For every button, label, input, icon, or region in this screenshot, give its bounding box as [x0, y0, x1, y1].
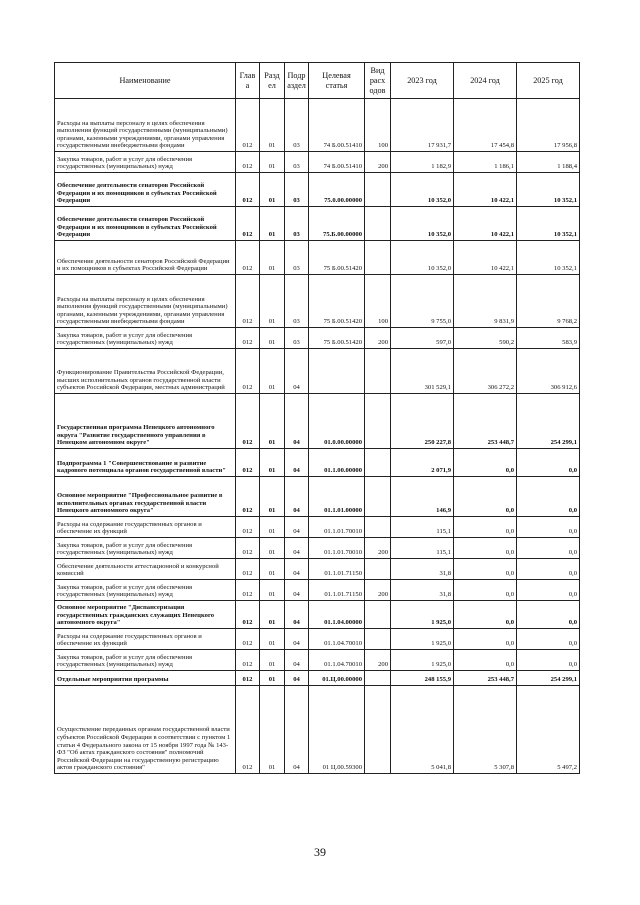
cell-y2025: 254 299,1 — [517, 671, 580, 686]
cell-glava: 012 — [236, 580, 260, 601]
cell-y2025: 0,0 — [517, 601, 580, 629]
cell-y2024: 253 448,7 — [454, 394, 517, 449]
table-row — [55, 449, 580, 477]
cell-name: Закупка товаров, работ и услуг для обеспечения государственных (муниципальных) нужд — [55, 580, 236, 601]
cell-y2025: 0,0 — [517, 538, 580, 559]
cell-podrazdel: 04 — [285, 559, 309, 580]
cell-vid: 200 — [365, 650, 391, 671]
cell-razdel: 01 — [260, 650, 285, 671]
table-row — [55, 173, 580, 207]
cell-podrazdel: 04 — [285, 538, 309, 559]
table-row — [55, 538, 580, 559]
table-row — [55, 580, 580, 601]
cell-y2023: 115,1 — [391, 517, 454, 538]
cell-y2025: 9 768,2 — [517, 275, 580, 328]
table-row — [55, 601, 580, 629]
cell-razdel: 01 — [260, 99, 285, 152]
cell-name: Расходы на содержание государственных органов и обеспечение их функций — [55, 517, 236, 538]
cell-razdel: 01 — [260, 152, 285, 173]
cell-podrazdel: 03 — [285, 275, 309, 328]
cell-target: 01.1.04.70010 — [309, 629, 365, 650]
cell-y2025: 0,0 — [517, 559, 580, 580]
cell-y2023: 1 182,9 — [391, 152, 454, 173]
cell-razdel: 01 — [260, 275, 285, 328]
cell-name: Осуществление переданных органам государственной власти субъектов Российской Федерации в соответствии с пунктом 1 статьи 4 Федерального закона от 15 ноября 1997 года № 143-ФЗ "Об актах гражданского состояния" полномочий Российской Федерации на государственную регистрацию актов гражданского состояния" — [55, 686, 236, 774]
cell-name: Подпрограмма 1 "Совершенствование и развитие кадрового потенциала органов государственной власти" — [55, 449, 236, 477]
cell-y2025: 0,0 — [517, 477, 580, 517]
cell-glava: 012 — [236, 241, 260, 275]
cell-name: Обеспечение деятельности аттестационной и конкурсной комиссий — [55, 559, 236, 580]
cell-target: 75 Б.00.51420 — [309, 241, 365, 275]
cell-y2023: 1 925,0 — [391, 601, 454, 629]
cell-podrazdel: 04 — [285, 629, 309, 650]
cell-y2025: 0,0 — [517, 517, 580, 538]
cell-target: 01.1.01.71150 — [309, 559, 365, 580]
cell-name: Обеспечение деятельности сенаторов Российской Федерации и их помощников в субъектах Российской Федерации — [55, 207, 236, 241]
cell-y2023: 2 071,9 — [391, 449, 454, 477]
cell-podrazdel: 04 — [285, 449, 309, 477]
cell-target: 01.1.00.00000 — [309, 449, 365, 477]
table-row — [55, 99, 580, 152]
cell-y2025: 0,0 — [517, 650, 580, 671]
cell-podrazdel: 03 — [285, 241, 309, 275]
cell-target: 75.Б.00.00000 — [309, 207, 365, 241]
cell-name: Расходы на содержание государственных органов и обеспечение их функций — [55, 629, 236, 650]
cell-glava: 012 — [236, 99, 260, 152]
cell-glava: 012 — [236, 559, 260, 580]
table-header-row — [55, 63, 580, 99]
cell-podrazdel: 04 — [285, 349, 309, 394]
table-row — [55, 241, 580, 275]
header-glava: Глав а — [236, 63, 260, 99]
table-row — [55, 349, 580, 394]
cell-target: 01.Ц.00.00000 — [309, 671, 365, 686]
cell-vid — [365, 241, 391, 275]
table-row — [55, 328, 580, 349]
table-row — [55, 686, 580, 774]
cell-podrazdel: 03 — [285, 207, 309, 241]
cell-name: Закупка товаров, работ и услуг для обеспечения государственных (муниципальных) нужд — [55, 328, 236, 349]
cell-target: 74 Б.00.51410 — [309, 152, 365, 173]
cell-glava: 012 — [236, 152, 260, 173]
cell-y2025: 306 912,6 — [517, 349, 580, 394]
cell-name: Функционирование Правительства Российской Федерации, высших исполнительных органов государственной власти субъектов Российской Федерации, местных администраций — [55, 349, 236, 394]
cell-y2025: 0,0 — [517, 449, 580, 477]
cell-glava: 012 — [236, 328, 260, 349]
cell-name: Основное мероприятие "Диспансеризация государственных гражданских служащих Ненецкого автономного округа" — [55, 601, 236, 629]
header-razdel: Разд ел — [260, 63, 285, 99]
cell-razdel: 01 — [260, 538, 285, 559]
cell-podrazdel: 03 — [285, 173, 309, 207]
cell-razdel: 01 — [260, 629, 285, 650]
cell-razdel: 01 — [260, 559, 285, 580]
cell-y2025: 254 299,1 — [517, 394, 580, 449]
cell-target: 74 Б.00.51410 — [309, 99, 365, 152]
cell-vid — [365, 629, 391, 650]
cell-glava: 012 — [236, 207, 260, 241]
cell-y2025: 583,9 — [517, 328, 580, 349]
cell-vid — [365, 601, 391, 629]
header-vid: Вид расх одов — [365, 63, 391, 99]
cell-y2024: 0,0 — [454, 517, 517, 538]
cell-vid: 100 — [365, 275, 391, 328]
cell-name: Отдельные мероприятия программы — [55, 671, 236, 686]
cell-y2023: 9 755,0 — [391, 275, 454, 328]
header-2025: 2025 год — [517, 63, 580, 99]
cell-y2025: 0,0 — [517, 629, 580, 650]
cell-y2023: 248 155,9 — [391, 671, 454, 686]
cell-y2023: 31,8 — [391, 559, 454, 580]
cell-target: 75.0.00.00000 — [309, 173, 365, 207]
cell-y2023: 10 352,0 — [391, 207, 454, 241]
cell-razdel: 01 — [260, 173, 285, 207]
cell-y2025: 10 352,1 — [517, 241, 580, 275]
cell-glava: 012 — [236, 477, 260, 517]
table-row — [55, 477, 580, 517]
cell-y2023: 17 931,7 — [391, 99, 454, 152]
cell-name: Обеспечение деятельности сенаторов Российской Федерации и их помощников в субъектах Российской Федерации — [55, 241, 236, 275]
cell-razdel: 01 — [260, 671, 285, 686]
cell-vid: 100 — [365, 99, 391, 152]
table-row — [55, 275, 580, 328]
cell-y2024: 10 422,1 — [454, 173, 517, 207]
cell-y2024: 0,0 — [454, 601, 517, 629]
cell-vid — [365, 173, 391, 207]
cell-y2025: 10 352,1 — [517, 207, 580, 241]
cell-glava: 012 — [236, 394, 260, 449]
cell-glava: 012 — [236, 275, 260, 328]
cell-podrazdel: 04 — [285, 601, 309, 629]
cell-y2024: 0,0 — [454, 650, 517, 671]
cell-vid — [365, 394, 391, 449]
cell-y2023: 1 925,0 — [391, 650, 454, 671]
cell-podrazdel: 03 — [285, 152, 309, 173]
cell-y2024: 17 454,8 — [454, 99, 517, 152]
table-row — [55, 650, 580, 671]
cell-razdel: 01 — [260, 207, 285, 241]
cell-y2024: 10 422,1 — [454, 241, 517, 275]
cell-vid: 200 — [365, 152, 391, 173]
table-row — [55, 152, 580, 173]
cell-y2024: 0,0 — [454, 538, 517, 559]
cell-y2024: 5 307,8 — [454, 686, 517, 774]
cell-glava: 012 — [236, 650, 260, 671]
cell-podrazdel: 03 — [285, 328, 309, 349]
cell-y2023: 31,8 — [391, 580, 454, 601]
cell-podrazdel: 04 — [285, 477, 309, 517]
cell-y2023: 597,0 — [391, 328, 454, 349]
cell-y2025: 1 188,4 — [517, 152, 580, 173]
cell-y2024: 253 448,7 — [454, 671, 517, 686]
cell-razdel: 01 — [260, 517, 285, 538]
cell-glava: 012 — [236, 629, 260, 650]
cell-y2025: 10 352,1 — [517, 173, 580, 207]
cell-name: Обеспечение деятельности сенаторов Российской Федерации и их помощников в субъектах Российской Федерации — [55, 173, 236, 207]
cell-y2023: 1 925,0 — [391, 629, 454, 650]
cell-target: 01.1.01.70010 — [309, 538, 365, 559]
cell-y2023: 10 352,0 — [391, 173, 454, 207]
cell-name: Закупка товаров, работ и услуг для обеспечения государственных (муниципальных) нужд — [55, 538, 236, 559]
cell-y2024: 9 831,9 — [454, 275, 517, 328]
cell-vid — [365, 207, 391, 241]
cell-glava: 012 — [236, 671, 260, 686]
table-row — [55, 517, 580, 538]
cell-y2024: 306 272,2 — [454, 349, 517, 394]
cell-vid — [365, 671, 391, 686]
header-name: Наименование — [55, 63, 236, 99]
cell-y2025: 5 497,2 — [517, 686, 580, 774]
table-row — [55, 559, 580, 580]
cell-y2023: 146,9 — [391, 477, 454, 517]
cell-name: Закупка товаров, работ и услуг для обеспечения государственных (муниципальных) нужд — [55, 650, 236, 671]
cell-target: 01 Ц.00.59300 — [309, 686, 365, 774]
table-row — [55, 629, 580, 650]
cell-name: Государственная программа Ненецкого автономного округа "Развитие государственного управления в Ненецком автономном округе" — [55, 394, 236, 449]
table-row — [55, 207, 580, 241]
cell-vid — [365, 349, 391, 394]
cell-podrazdel: 04 — [285, 580, 309, 601]
cell-razdel: 01 — [260, 394, 285, 449]
cell-podrazdel: 04 — [285, 517, 309, 538]
cell-y2024: 10 422,1 — [454, 207, 517, 241]
cell-vid: 200 — [365, 580, 391, 601]
cell-razdel: 01 — [260, 449, 285, 477]
cell-y2024: 0,0 — [454, 449, 517, 477]
cell-vid — [365, 477, 391, 517]
cell-target: 01.1.04.00000 — [309, 601, 365, 629]
cell-vid — [365, 686, 391, 774]
cell-target: 75 Б.00.51420 — [309, 275, 365, 328]
cell-y2023: 5 041,8 — [391, 686, 454, 774]
cell-vid — [365, 517, 391, 538]
cell-glava: 012 — [236, 686, 260, 774]
cell-target: 01.1.01.00000 — [309, 477, 365, 517]
cell-podrazdel: 04 — [285, 394, 309, 449]
cell-y2025: 17 956,8 — [517, 99, 580, 152]
cell-y2024: 0,0 — [454, 477, 517, 517]
header-target: Целевая статья — [309, 63, 365, 99]
cell-razdel: 01 — [260, 601, 285, 629]
cell-razdel: 01 — [260, 241, 285, 275]
cell-name: Основное мероприятие "Профессиональное развитие в исполнительных органах государственной власти Ненецкого автономного округа" — [55, 477, 236, 517]
cell-y2024: 1 186,1 — [454, 152, 517, 173]
cell-razdel: 01 — [260, 580, 285, 601]
header-2023: 2023 год — [391, 63, 454, 99]
cell-target: 75 Б.00.51420 — [309, 328, 365, 349]
cell-glava: 012 — [236, 601, 260, 629]
cell-razdel: 01 — [260, 328, 285, 349]
cell-target: 01.1.01.71150 — [309, 580, 365, 601]
cell-vid — [365, 559, 391, 580]
cell-razdel: 01 — [260, 477, 285, 517]
cell-target — [309, 349, 365, 394]
cell-razdel: 01 — [260, 686, 285, 774]
cell-glava: 012 — [236, 173, 260, 207]
cell-glava: 012 — [236, 517, 260, 538]
cell-y2024: 0,0 — [454, 580, 517, 601]
cell-name: Расходы на выплаты персоналу в целях обеспечения выполнения функций государственными (муниципальными) органами, казенными учреждениями, органами управления государственными внебюджетными фондами — [55, 275, 236, 328]
cell-y2024: 0,0 — [454, 629, 517, 650]
cell-podrazdel: 03 — [285, 99, 309, 152]
cell-podrazdel: 04 — [285, 650, 309, 671]
cell-target: 01.1.04.70010 — [309, 650, 365, 671]
cell-glava: 012 — [236, 449, 260, 477]
cell-name: Закупка товаров, работ и услуг для обеспечения государственных (муниципальных) нужд — [55, 152, 236, 173]
cell-target: 01.1.01.70010 — [309, 517, 365, 538]
cell-podrazdel: 04 — [285, 671, 309, 686]
table-row — [55, 671, 580, 686]
table-row — [55, 394, 580, 449]
cell-y2024: 590,2 — [454, 328, 517, 349]
cell-y2023: 10 352,0 — [391, 241, 454, 275]
budget-table — [54, 62, 580, 774]
page-number: 39 — [314, 845, 326, 859]
cell-name: Расходы на выплаты персоналу в целях обеспечения выполнения функций государственными (муниципальными) органами, казенными учреждениями, органами управления государственными внебюджетными фондами — [55, 99, 236, 152]
cell-vid: 200 — [365, 328, 391, 349]
cell-razdel: 01 — [260, 349, 285, 394]
cell-glava: 012 — [236, 349, 260, 394]
cell-y2023: 301 529,1 — [391, 349, 454, 394]
header-2024: 2024 год — [454, 63, 517, 99]
cell-glava: 012 — [236, 538, 260, 559]
cell-target: 01.0.00.00000 — [309, 394, 365, 449]
cell-podrazdel: 04 — [285, 686, 309, 774]
cell-y2024: 0,0 — [454, 559, 517, 580]
cell-y2023: 115,1 — [391, 538, 454, 559]
cell-vid: 200 — [365, 538, 391, 559]
cell-vid — [365, 449, 391, 477]
cell-y2025: 0,0 — [517, 580, 580, 601]
header-podrazdel: Подр аздел — [285, 63, 309, 99]
cell-y2023: 250 227,8 — [391, 394, 454, 449]
